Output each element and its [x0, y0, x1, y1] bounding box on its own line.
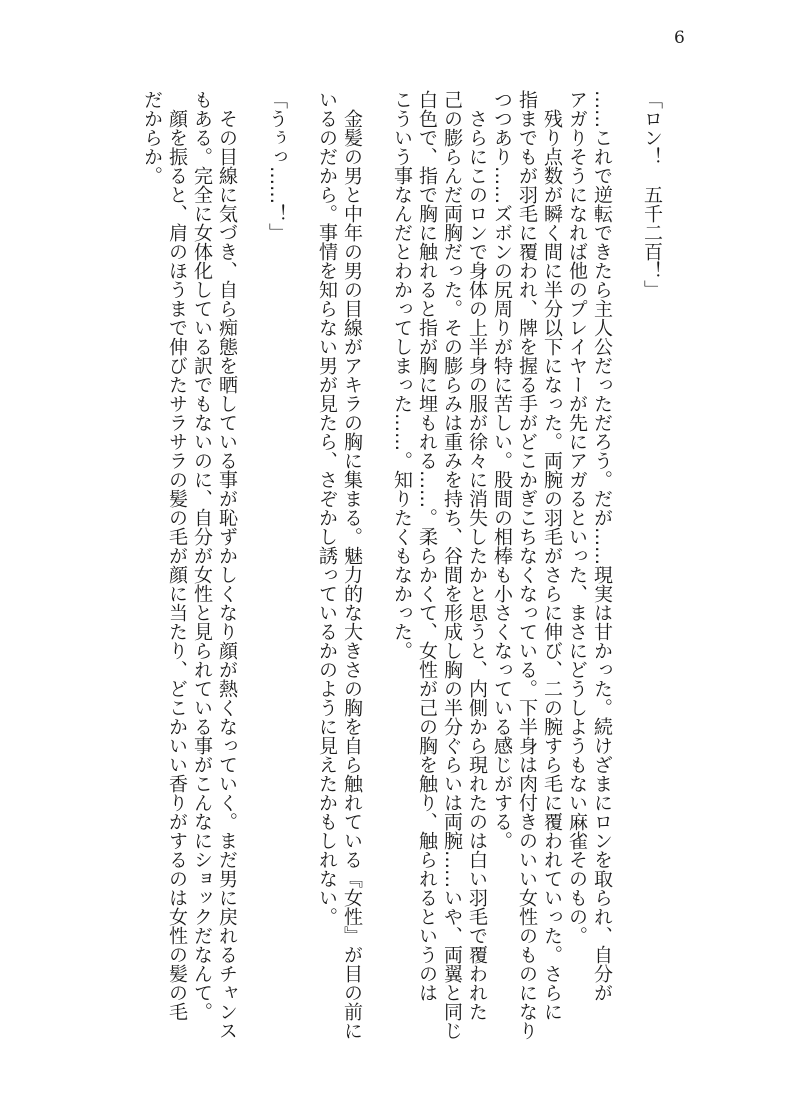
page-number: 6: [674, 28, 685, 48]
text-line: ……これで逆転できたら主人公だっただろう。だが……現実は甘かった。続けざまにロンを取られ、自分が: [591, 90, 613, 1002]
text-line: つつあり……ズボンの尻周りが特に苦しい。股間の相棒も小さくなっている感じがする。: [491, 90, 513, 850]
text-line: 白色で、指で胸に触れると指が胸に埋もれる……。柔らかくて、女性が己の胸を触り、触られるというのは: [416, 90, 438, 1002]
text-line: アガりそうになれば他のプレイヤーが先にアガるといった、まさにどうしようもない麻雀そのもの。: [566, 90, 588, 945]
text-line: 残り点数が瞬く間に半分以下になった。両腕の羽毛がさらに伸び、二の腕すら毛に覆われていった。さらに: [541, 90, 563, 1021]
blank-line: [364, 90, 389, 1015]
vertical-body-text: [139, 90, 664, 1040]
text-line: 己の膨らんだ両胸だった。その膨らみは重みを持ち、谷間を形成し胸の半分ぐらいは両腕……いや、両翼と同じ: [441, 90, 463, 1040]
text-line: いるのだから。事情を知らない男が見たら、さぞかし誘っているかのように見えたかもしれない。: [316, 90, 338, 926]
text-line: さらにこのロンで身体の上半身の服が徐々に消失したかと思うと、内側から現れたのは白い羽毛で覆われた: [466, 90, 488, 1021]
text-line: 金髪の男と中年の男の目線がアキラの胸に集まる。魅力的な大きさの胸を自ら触れている『女性』が目の前に: [341, 90, 363, 1040]
text-line: もある。完全に女体化している訳でもないのに、自分が女性と見られている事がこんなにショックだなんて。: [191, 90, 213, 1021]
blank-line: [614, 90, 639, 1015]
dialogue-line: 「ロン！ 五千二百！」: [641, 90, 663, 299]
text-line: だからか。: [141, 90, 163, 185]
text-line: こういう事なんだとわかってしまった……。知りたくもなかった。: [391, 90, 413, 660]
text-line: 顔を振ると、肩のほうまで伸びたサラサラの髪の毛が顔に当たり、どこかいい香りがするのは女性の髪の毛: [166, 90, 188, 1021]
text-line: 指までもが羽毛に覆われ、牌を握る手がどこかぎこちなくなっている。下半身は肉付きのいい女性のものになり: [516, 90, 538, 1040]
dialogue-line: 「うぅっ……！」: [266, 90, 288, 242]
text-line: その目線に気づき、自ら痴態を晒している事が恥ずかしくなり顔が熱くなっていく。まだ男に戻れるチャンス: [216, 90, 238, 1040]
blank-line: [239, 90, 264, 1015]
blank-line: [289, 90, 314, 1015]
